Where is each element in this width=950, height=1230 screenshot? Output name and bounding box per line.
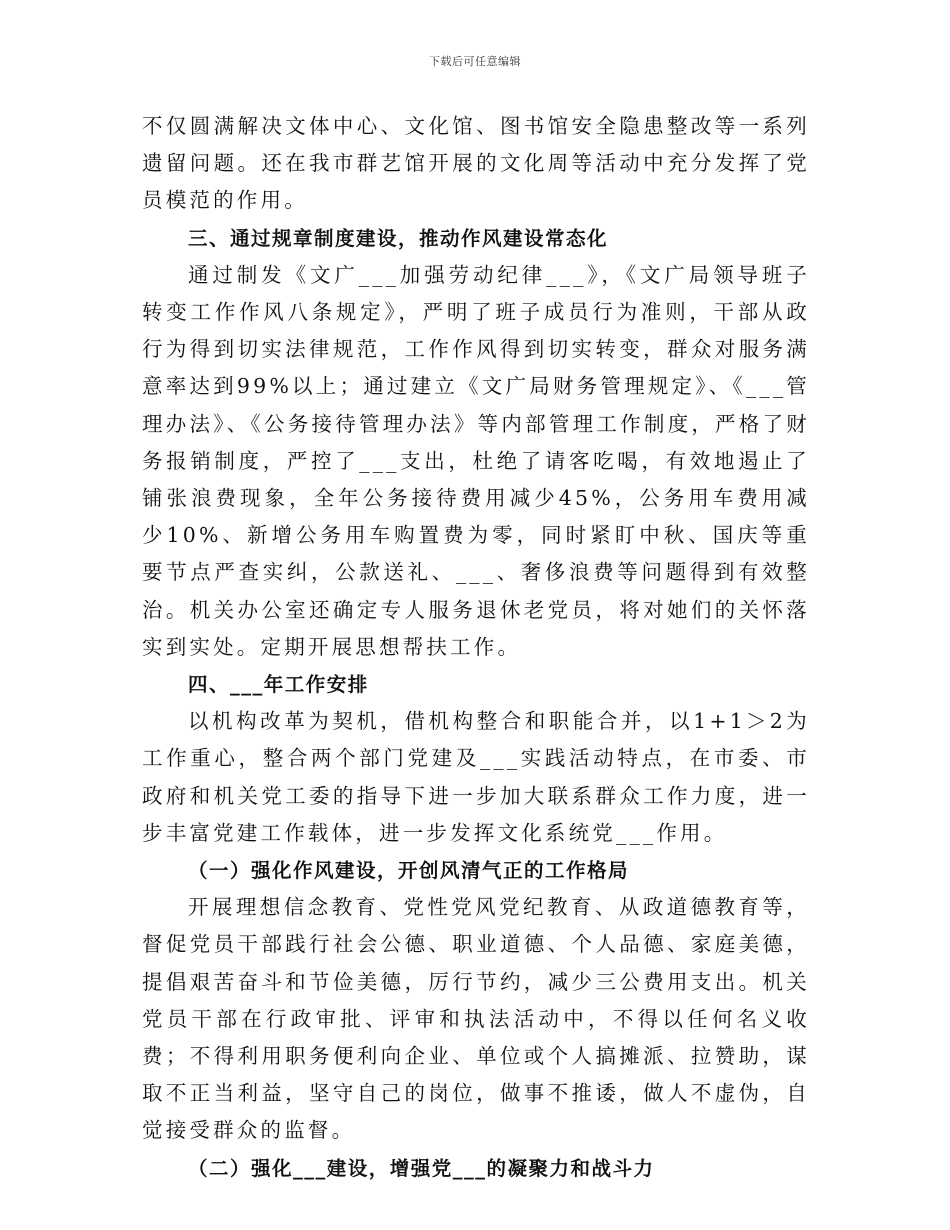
document-body bbox=[142, 108, 810, 1187]
paragraph-continued: 不仅圆满解决文体中心、文化馆、图书馆安全隐患整改等一系列遗留问题。还在我市群艺馆开展的文化周等活动中充分发挥了党员模范的作用。 bbox=[142, 114, 810, 213]
paragraph-style: 开展理想信念教育、党性党风党纪教育、从政道德教育等，督促党员干部践行社会公德、职业道德、个人品德、家庭美德，提倡艰苦奋斗和节俭美德，厉行节约，减少三公费用支出。机关党员干部在行政审批、评审和执法活动中，不得以任何名义收费；不得利用职务便利向企业、单位或个人搞摊派、拉赞助，谋取不正当利益，坚守自己的岗位，做事不推诿，做人不虚伪，自觉接受群众的监督。 bbox=[142, 895, 810, 1143]
paragraph-plan: 以机构改革为契机，借机构整合和职能合并，以1+1＞2为工作重心，整合两个部门党建及___实践活动特点，在市委、市政府和机关党工委的指导下进一步加大联系群众工作力度，进一步丰富党建工作载体，进一步发挥文化系统党___作用。 bbox=[142, 709, 810, 845]
section-heading-3: 三、通过规章制度建设，推动作风建设常态化 bbox=[188, 226, 609, 250]
subsection-heading-2: （二）强化___建设，增强党___的凝聚力和战斗力 bbox=[188, 1156, 655, 1180]
subsection-heading-1: （一）强化作风建设，开创风清气正的工作格局 bbox=[188, 859, 630, 883]
section-heading-4: 四、___年工作安排 bbox=[188, 673, 369, 697]
page-header-note: 下载后可任意编辑 bbox=[429, 55, 521, 68]
paragraph-rules: 通过制发《文广___加强劳动纪律___》，《文广局领导班子转变工作作风八条规定》，严明了班子成员行为准则，干部从政行为得到切实法律规范，工作作风得到切实转变，群众对服务满意率达到99%以上；通过建立《文广局财务管理规定》、《___管理办法》、《公务接待管理办法》等内部管理工作制度，严格了财务报销制度，严控了___支出，杜绝了请客吃喝，有效地遏止了铺张浪费现象，全年公务接待费用减少45%，公务用车费用减少10%、新增公务用车购置费为零，同时紧盯中秋、国庆等重要节点严查实纠，公款送礼、___、奢侈浪费等问题得到有效整治。机关办公室还确定专人服务退休老党员，将对她们的关怀落实到实处。定期开展思想帮扶工作。 bbox=[142, 262, 810, 659]
